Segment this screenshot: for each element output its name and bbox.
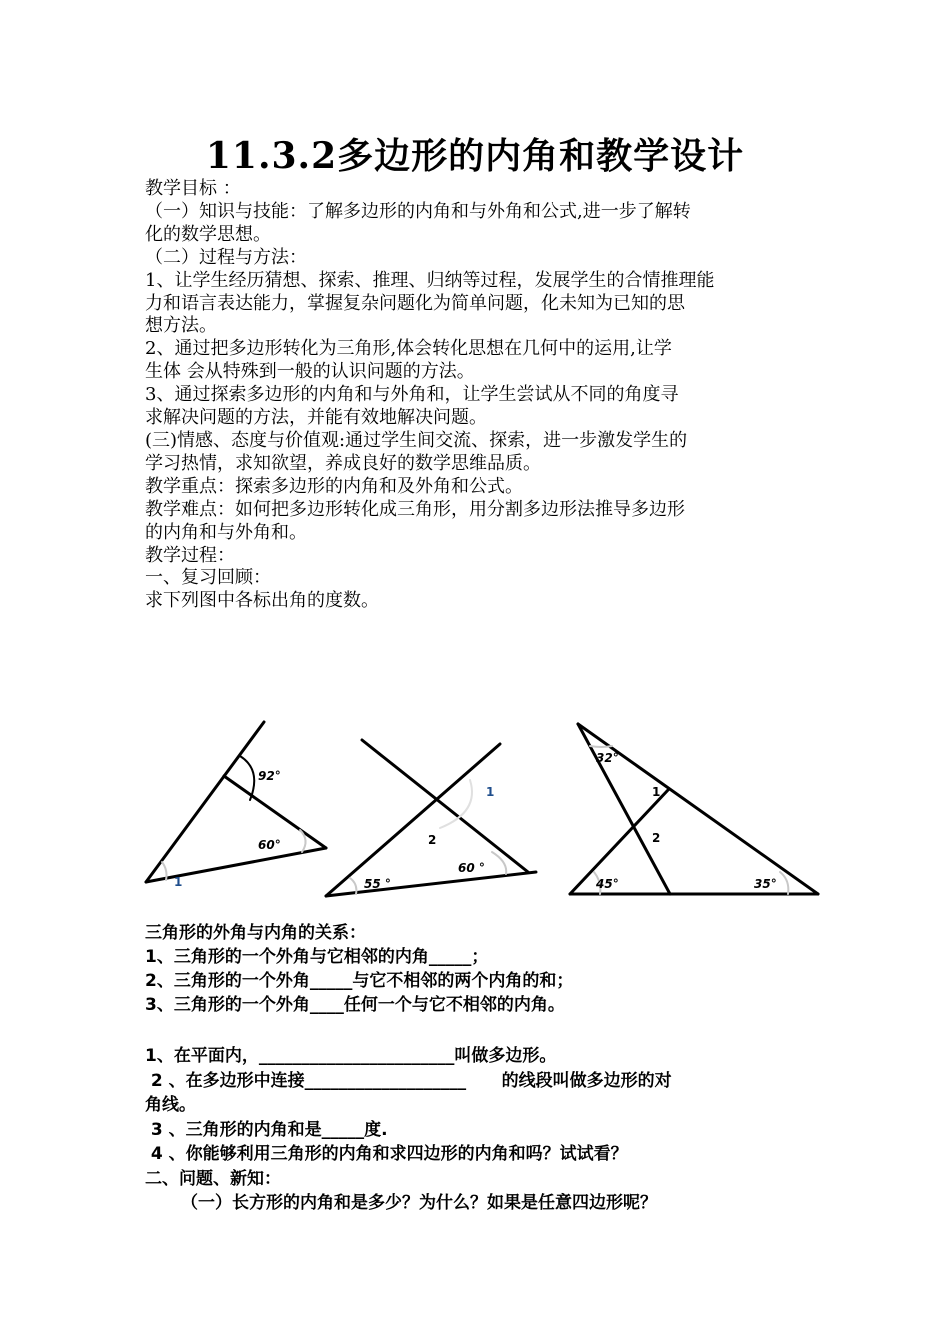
- review-question-1: 1、在平面内，_______________________叫做多边形。: [145, 1046, 557, 1066]
- triangle-figures: [140, 712, 830, 907]
- review-task: 求下列图中各标出角的度数。: [145, 590, 379, 612]
- review-question-2-cont: 角线。: [145, 1095, 196, 1115]
- difficulty: 的内角和与外角和。: [145, 521, 307, 543]
- relation-item-2: 2、三角形的一个外角_____与它不相邻的两个内角的和；: [145, 971, 574, 991]
- process-item-1: 力和语言表达能力，掌握复杂问题化为简单问题，化未知为已知的思: [145, 292, 685, 314]
- fig2-label-60: 60 °: [458, 861, 485, 875]
- fig1-line-bottom: [146, 848, 326, 882]
- goals-heading: 教学目标 ：: [145, 178, 241, 199]
- key-point: 教学重点：探索多边形的内角和及外角和公式。: [145, 475, 523, 497]
- fig3-label-32: 32°: [596, 751, 619, 765]
- section-2-heading: 二、问题、新知：: [145, 1168, 281, 1189]
- relation-item-1: 1、三角形的一个外角与它相邻的内角_____；: [145, 947, 489, 967]
- figure-3: [570, 724, 818, 894]
- fig2-line-base: [326, 872, 536, 896]
- relation-heading: 三角形的外角与内角的关系：: [145, 923, 366, 943]
- difficulty: 教学难点：如何把多边形转化成三角形，用分割多边形法推导多边形: [145, 498, 685, 520]
- fig3-arc-32: [590, 746, 612, 747]
- process-item-3: 3、通过探索多边形的内角和与外角和，让学生尝试从不同的角度寻: [145, 384, 679, 406]
- fig3-arc-35: [780, 872, 788, 894]
- fig2-label-1: 1: [486, 785, 495, 799]
- fig3-label-1: 1: [652, 785, 661, 799]
- review-questions: [145, 1044, 810, 1216]
- emotion-goal: (三)情感、态度与价值观:通过学生间交流、探索，进一步激发学生的: [145, 429, 688, 451]
- page-title: 11.3.2多边形的内角和教学设计: [205, 135, 745, 177]
- review-question-3: 3 、三角形的内角和是_____度.: [145, 1119, 388, 1140]
- figure-2: [326, 740, 536, 896]
- process-title: 教学过程：: [145, 544, 235, 566]
- review-question-4: 4 、你能够利用三角形的内角和求四边形的内角和吗？试试看？: [145, 1144, 628, 1164]
- fig3-label-35: 35°: [754, 877, 777, 891]
- process-heading: （二）过程与方法：: [145, 246, 307, 268]
- fig1-label-1: 1: [174, 875, 183, 889]
- fig1-line-left: [146, 722, 264, 882]
- fig2-label-2: 2: [428, 833, 437, 847]
- triangle-figures-svg: [140, 712, 830, 907]
- fig2-line-cross-a: [362, 740, 528, 872]
- knowledge-line: （一）知识与技能：了解多边形的内角和与外角和公式,进一步了解转: [145, 200, 691, 222]
- fig3-label-2: 2: [652, 831, 661, 845]
- knowledge-line: 化的数学思想。: [145, 223, 271, 245]
- angle-relation-section: [145, 921, 810, 1017]
- fig1-label-60: 60°: [258, 838, 281, 852]
- process-item-3: 求解决问题的方法，并能有效地解决问题。: [145, 407, 487, 429]
- fig2-arc-60: [492, 852, 506, 874]
- fig1-label-92: 92°: [258, 769, 281, 783]
- figure-1: [146, 722, 326, 882]
- fig3-line-hyp: [578, 724, 818, 894]
- lesson-body: [145, 178, 810, 613]
- subsection-1: （一）长方形的内角和是多少？为什么？如果是任意四边形呢？: [181, 1193, 657, 1213]
- relation-item-3: 3、三角形的一个外角____任何一个与它不相邻的内角。: [145, 995, 565, 1015]
- fig3-line-left: [578, 724, 670, 894]
- process-item-2: 生体 会从特殊到一般的认识问题的方法。: [145, 361, 475, 383]
- emotion-goal: 学习热情，求知欲望，养成良好的数学思维品质。: [145, 452, 541, 474]
- review-question-2: 2 、在多边形中连接___________________ 的线段叫做多边形的对: [145, 1070, 672, 1091]
- fig2-label-55: 55 °: [364, 877, 391, 891]
- fig3-label-45: 45°: [596, 877, 619, 891]
- review-heading: 一、复习回顾：: [145, 567, 271, 589]
- process-item-2: 2、通过把多边形转化为三角形,体会转化思想在几何中的运用,让学: [145, 338, 672, 360]
- process-item-1: 1、让学生经历猜想、探索、推理、归纳等过程，发展学生的合情推理能: [145, 269, 715, 291]
- process-item-1: 想方法。: [145, 315, 217, 337]
